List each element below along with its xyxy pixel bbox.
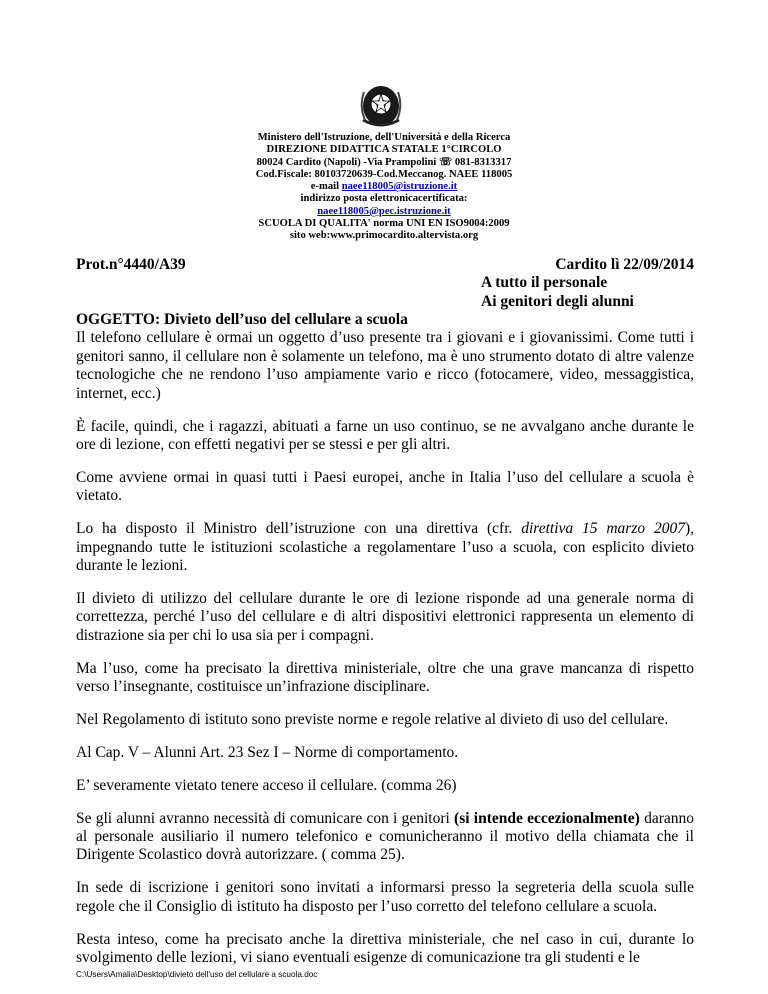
paragraph: Ma l’uso, come ha precisato la direttiva ministeriale, oltre che una grave mancanza di rispetto verso l’insegnante, costituisce un’infrazione disciplinare.: [76, 659, 694, 695]
telephone-icon: ☏: [438, 156, 453, 168]
pec-label: indirizzo posta elettronicacertificata:: [300, 193, 468, 205]
email-label: e-mail: [310, 181, 340, 193]
file-path-footer: C:\Users\Amalia\Desktop\divieto dell'uso del cellulare a scuola.doc: [76, 970, 318, 979]
paragraph: È facile, quindi, che i ragazzi, abituati a farne un uso continuo, se ne avvalgano anche durante le ore di lezione, con effetti negativi per se stessi e per gli altri.: [76, 417, 694, 453]
recipients: [481, 274, 634, 311]
protocol-number: Prot.n°4440/A39: [76, 256, 186, 273]
paragraph: Al Cap. V – Alunni Art. 23 Sez I – Norme di comportamento.: [76, 743, 459, 761]
paragraph: Nel Regolamento di istituto sono previste norme e regole relative al divieto di uso del cellulare.: [76, 710, 669, 728]
paragraph: E’ severamente vietato tenere acceso il cellulare. (comma 26): [76, 776, 457, 794]
recipient-parents: Ai genitori degli alunni: [481, 292, 634, 310]
date: Cardito lì 22/09/2014: [555, 256, 694, 273]
address: 80024 Cardito (Napoli) -Via Prampolini: [256, 156, 437, 168]
fiscal-code: Cod.Fiscale: 80103720639-Cod.Meccanog. NAEE 118005: [255, 168, 513, 180]
ministry-name: Ministero dell'Istruzione, dell'Università e della Ricerca: [257, 132, 511, 143]
phone-number: 081-8313317: [454, 156, 512, 168]
pec-link[interactable]: naee118005@pec.istruzione.it: [317, 205, 451, 217]
subject: OGGETTO: Divieto dell’uso del cellulare a scuola: [76, 311, 408, 328]
email-link[interactable]: naee118005@istruzione.it: [341, 181, 458, 193]
letterhead: [180, 132, 588, 243]
school-name: DIREZIONE DIDATTICA STATALE 1°CIRCOLO: [266, 144, 502, 156]
letter-body: [76, 311, 694, 967]
recipient-staff: A tutto il personale: [481, 274, 608, 291]
quality-certification: SCUOLA DI QUALITA' norma UNI EN ISO9004:2009: [258, 218, 510, 230]
paragraph: Se gli alunni avranno necessità di comunicare con i genitori (si intende eccezionalmente) daranno al personale ausiliario il numero telefonico e comunicheranno il motivo della chiamata che il Dirigente Scolastico dovrà autorizzare. ( comma 25).: [76, 809, 695, 864]
email-line: [180, 181, 588, 193]
paragraph: Il divieto di utilizzo del cellulare durante le ore di lezione risponde ad una generale norma di correttezza, perché l’uso del cellulare e di altri dispositivi elettronici rappresenta un elemento di distrazione sia per chi lo usa sia per i compagni.: [76, 589, 694, 644]
paragraph: In sede di iscrizione i genitori sono invitati a informarsi presso la segreteria della scuola sulle regole che il Consiglio di istituto ha disposto per l’uso corretto del telefono cellulare a scuola.: [76, 879, 694, 915]
paragraph: Resta inteso, come ha precisato anche la direttiva ministeriale, che nel caso in cui, durante lo svolgimento delle lezioni, vi siano eventuali esigenze di comunicazione tra gli studenti e le: [76, 930, 694, 967]
header-row: [76, 256, 694, 274]
directive-reference: direttiva 15 marzo 2007: [521, 520, 685, 538]
italian-republic-emblem-icon: [333, 82, 429, 130]
address-line: [180, 157, 588, 169]
website: sito web:www.primocardito.altervista.org: [289, 230, 479, 242]
paragraph: Come avviene ormai in quasi tutti i Paesi europei, anche in Italia l’uso del cellulare a scuola è vietato.: [76, 468, 694, 505]
paragraph: Il telefono cellulare è ormai un oggetto d’uso presente tra i giovani e i giovanissimi. Come tutti i genitori sanno, il cellulare non è solamente un telefono, ma è uno strumento dotato di altre valenze tecnologiche che ne rendono l’uso ampiamente vario e ricco (fotocamere, video, messaggistica, internet, ecc.): [76, 329, 694, 402]
emphasis: (si intende eccezionalmente): [454, 809, 640, 827]
paragraph: Lo ha disposto il Ministro dell’istruzione con una direttiva (cfr. direttiva 15 marzo 2007), impegnando tutte le istituzioni scolastiche a regolamentare l’uso a scuola, con esplicito divieto durante le lezioni.: [76, 520, 694, 574]
